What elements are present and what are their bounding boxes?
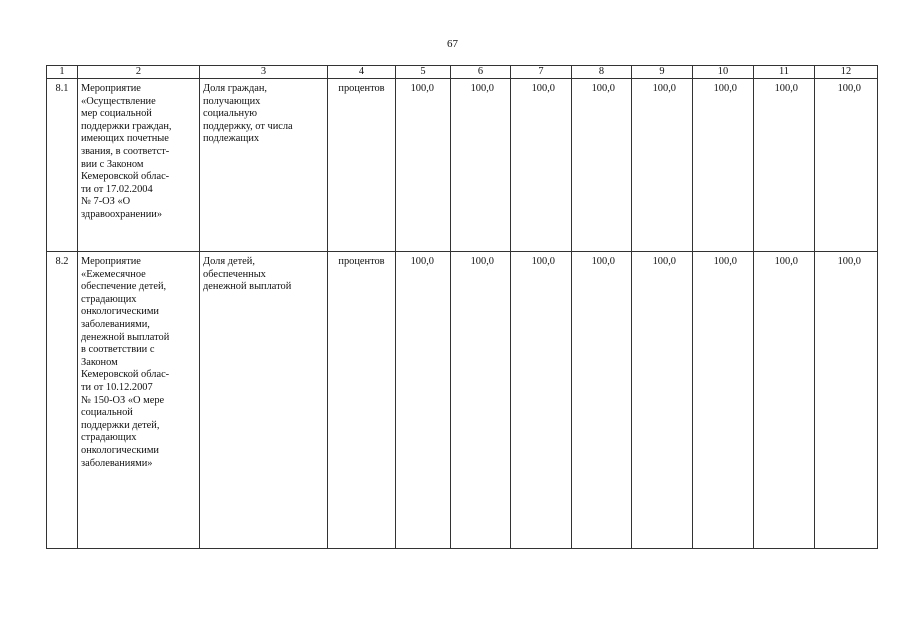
table-row (47, 79, 878, 252)
column-header: 10 (693, 66, 754, 79)
indicator-value: 100,0 (632, 79, 693, 252)
indicator-value: 100,0 (754, 252, 815, 549)
column-header: 7 (511, 66, 572, 79)
indicator-value: 100,0 (396, 252, 451, 549)
indicator-value: 100,0 (754, 79, 815, 252)
column-header: 6 (451, 66, 511, 79)
indicator-value: 100,0 (572, 79, 632, 252)
column-header: 5 (396, 66, 451, 79)
indicator-value: 100,0 (511, 79, 572, 252)
program-indicators-table (46, 65, 878, 549)
unit: процентов (328, 79, 396, 252)
indicator-value: 100,0 (511, 252, 572, 549)
indicator-value: 100,0 (815, 79, 878, 252)
column-header: 4 (328, 66, 396, 79)
row-number: 8.1 (47, 79, 78, 252)
indicator-value: 100,0 (693, 252, 754, 549)
indicator-value: 100,0 (451, 252, 511, 549)
event-name: Мероприятие «Осуществление мер социальной поддержки граждан, имеющих почетные звания, в соответст- вии с Законом Кемеровской облас- ти от 17.02.2004 № 7-ОЗ «О здравоохранении» (78, 79, 200, 252)
indicator-name: Доля граждан, получающих социальную поддержку, от числа подлежащих (200, 79, 328, 252)
column-header: 1 (47, 66, 78, 79)
indicator-value: 100,0 (396, 79, 451, 252)
header-row (47, 66, 878, 79)
indicator-value: 100,0 (693, 79, 754, 252)
column-header: 3 (200, 66, 328, 79)
indicator-value: 100,0 (632, 252, 693, 549)
page-number: 67 (447, 38, 458, 50)
table-row (47, 252, 878, 549)
column-header: 8 (572, 66, 632, 79)
unit: процентов (328, 252, 396, 549)
indicator-value: 100,0 (451, 79, 511, 252)
indicator-value: 100,0 (572, 252, 632, 549)
column-header: 12 (815, 66, 878, 79)
indicator-name: Доля детей, обеспеченных денежной выплатой (200, 252, 328, 549)
indicator-value: 100,0 (815, 252, 878, 549)
row-number: 8.2 (47, 252, 78, 549)
column-header: 2 (78, 66, 200, 79)
column-header: 9 (632, 66, 693, 79)
event-name: Мероприятие «Ежемесячное обеспечение детей, страдающих онкологическими заболеваниями, денежной выплатой в соответствии с Законом Кемеровской облас- ти от 10.12.2007 № 150-ОЗ «О мере социальной поддержки детей, страдающих онкологическими заболеваниями» (78, 252, 200, 549)
column-header: 11 (754, 66, 815, 79)
